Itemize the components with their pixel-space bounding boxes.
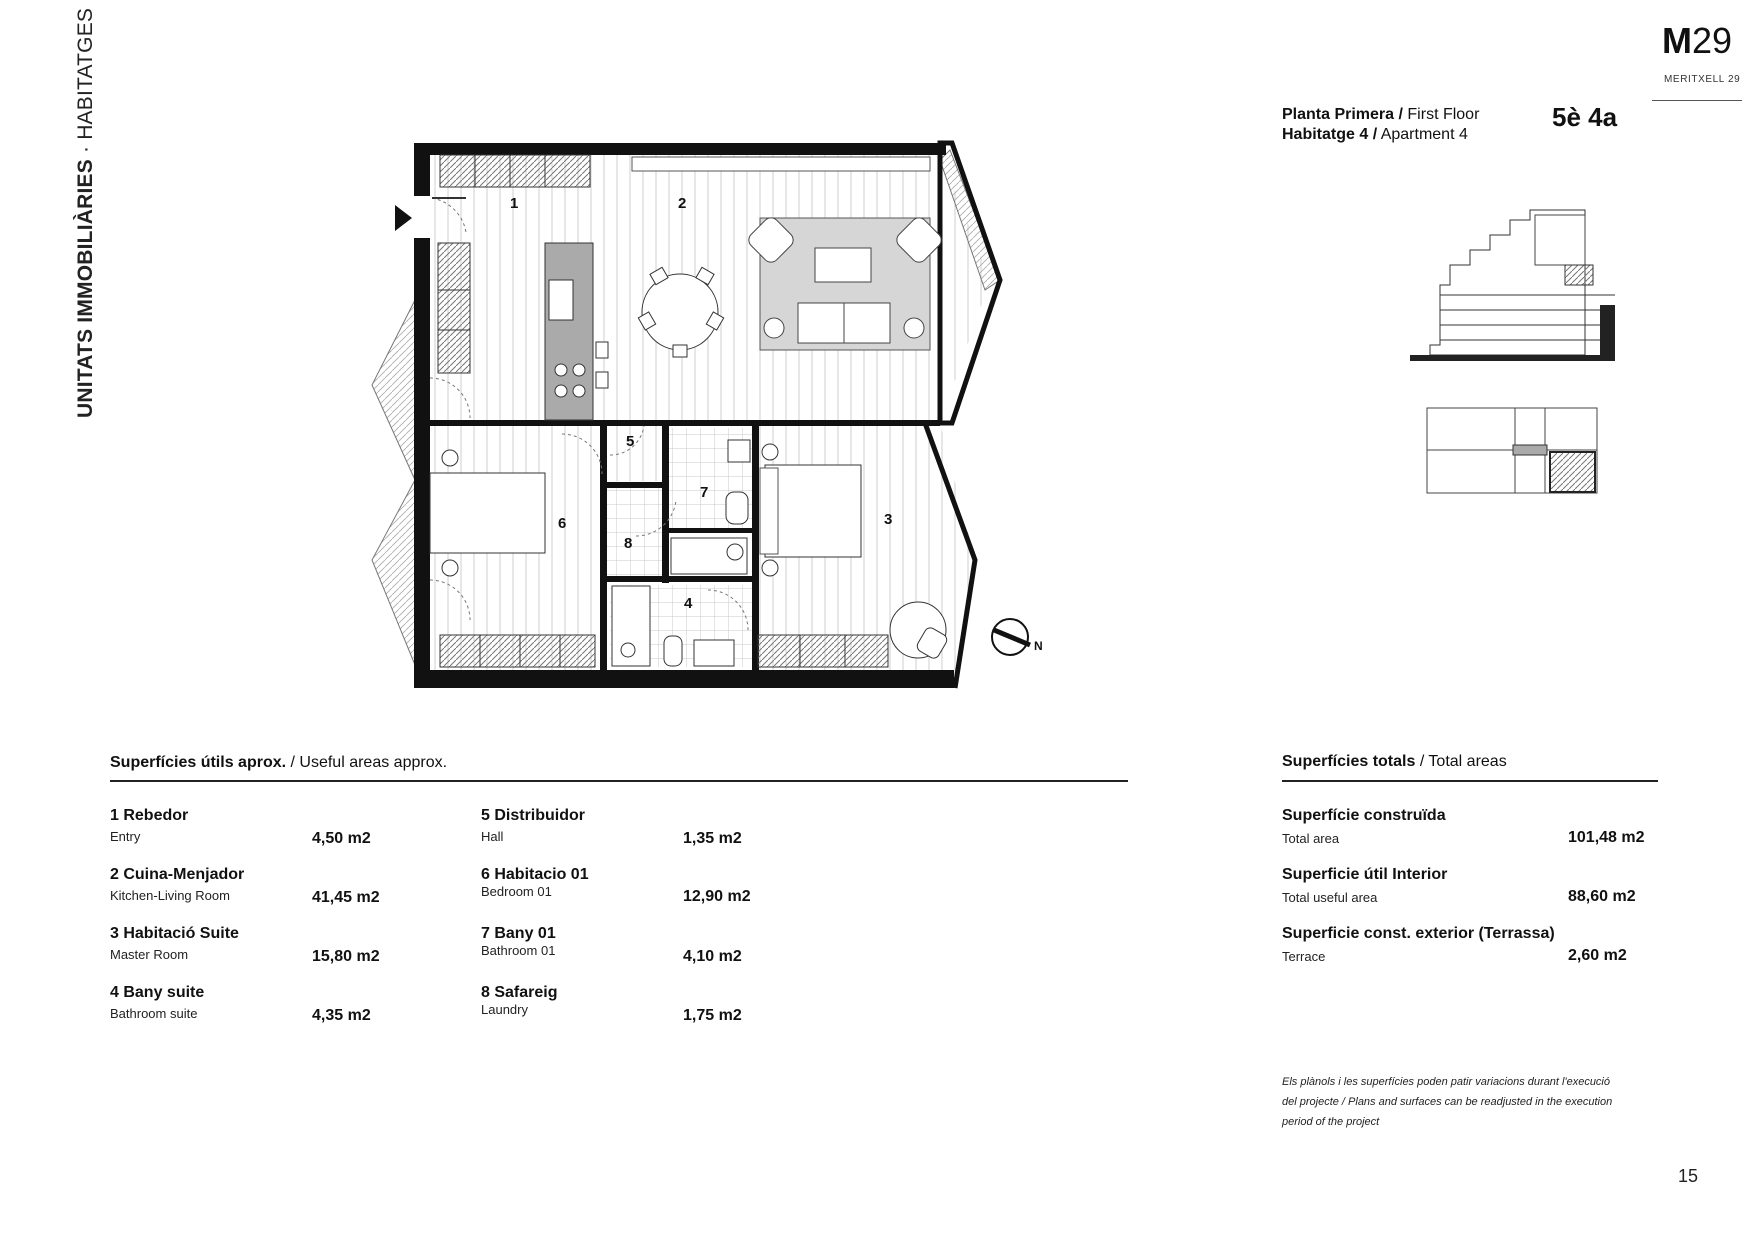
room-name: 6 Habitacio 01 [481, 866, 589, 883]
room-area: 15,80 m2 [312, 948, 380, 965]
room-english: Bathroom 01 [481, 943, 556, 958]
useful-areas-rule [110, 780, 1128, 782]
useful-heading-bold: Superfícies útils aprox. [110, 754, 287, 771]
useful-heading-rest: / Useful areas approx. [286, 754, 448, 771]
total-english: Terrace [1282, 949, 1326, 964]
room-name: 8 Safareig [481, 984, 558, 1001]
total-english: Total area [1282, 831, 1340, 846]
logo-mark-rest: 29 [1692, 20, 1733, 61]
plan-label-8: 8 [624, 535, 633, 552]
total-name: Superficie útil Interior [1282, 866, 1448, 883]
total-areas-rule [1282, 780, 1658, 782]
room-name: 7 Bany 01 [481, 925, 556, 942]
note-line-1: Els plànols i les superfícies poden patir variacions durant l'execució [1282, 1076, 1610, 1088]
room-area: 1,35 m2 [683, 830, 742, 847]
room-name: 2 Cuina-Menjador [110, 866, 245, 883]
floor-ca: Planta Primera / [1282, 106, 1403, 123]
room-area: 4,50 m2 [312, 830, 371, 847]
plan-label-6: 6 [558, 515, 567, 532]
room-english: Hall [481, 829, 504, 844]
room-name: 4 Bany suite [110, 984, 205, 1001]
room-english: Kitchen-Living Room [110, 888, 230, 903]
room-area: 12,90 m2 [683, 888, 751, 905]
total-areas-heading [1282, 753, 1507, 771]
room-name: 5 Distribuidor [481, 807, 586, 824]
room-area: 1,75 m2 [683, 1007, 742, 1024]
total-area-value: 2,60 m2 [1568, 947, 1627, 964]
room-name: 1 Rebedor [110, 807, 189, 824]
total-heading-rest: / Total areas [1415, 753, 1507, 770]
apartment-ca: Habitatge 4 / [1282, 126, 1378, 143]
total-heading-bold: Superfícies totals [1282, 753, 1416, 770]
room-english: Bedroom 01 [481, 884, 552, 899]
room-name: 3 Habitació Suite [110, 925, 239, 942]
north-label: N [1034, 639, 1043, 653]
note-line-2: del projecte / Plans and surfaces can be readjusted in the execution [1282, 1096, 1613, 1108]
total-english: Total useful area [1282, 890, 1378, 905]
room-area: 4,35 m2 [312, 1007, 371, 1024]
logo-subtitle: MERITXELL 29 [1664, 74, 1741, 85]
building-plan-thumbnail [1425, 405, 1605, 495]
total-name: Superficie const. exterior (Terrassa) [1282, 925, 1555, 942]
total-name: Superfície construïda [1282, 807, 1446, 824]
useful-areas-heading [110, 754, 447, 772]
plan-label-4: 4 [684, 595, 693, 612]
plan-label-7: 7 [700, 484, 709, 501]
room-english: Laundry [481, 1002, 528, 1017]
room-english: Master Room [110, 947, 189, 962]
room-english: Entry [110, 829, 141, 844]
side-title-bold: UNITATS IMMOBILIÀRIES [74, 159, 97, 418]
room-area: 4,10 m2 [683, 948, 742, 965]
plan-label-1: 1 [510, 195, 519, 212]
note-line-3: period of the project [1282, 1116, 1380, 1128]
total-area-value: 101,48 m2 [1568, 829, 1645, 846]
plan-label-5: 5 [626, 433, 635, 450]
floor-en: First Floor [1407, 106, 1480, 123]
logo-mark-bold: M [1662, 20, 1692, 61]
room-english: Bathroom suite [110, 1006, 198, 1021]
disclaimer-note [1282, 1072, 1662, 1132]
total-area-value: 88,60 m2 [1568, 888, 1636, 905]
apartment-en: Apartment 4 [1380, 126, 1468, 143]
building-section-thumbnail [1410, 205, 1630, 365]
plan-label-3: 3 [884, 511, 893, 528]
page-number: 15 [1678, 1166, 1699, 1186]
room-area: 41,45 m2 [312, 889, 380, 906]
side-title-light: · HABITATGES [74, 7, 97, 154]
plan-label-2: 2 [678, 195, 687, 212]
unit-code: 5è 4a [1552, 102, 1618, 132]
